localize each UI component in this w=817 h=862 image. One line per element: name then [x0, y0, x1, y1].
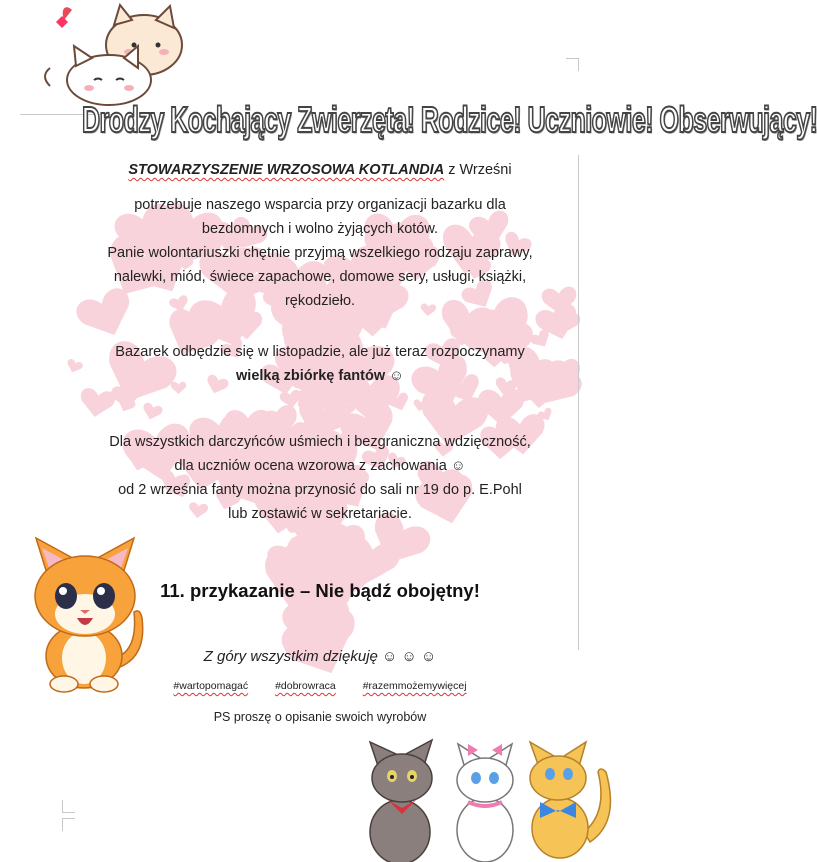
corner-mark-bottom-left-2 [62, 818, 75, 831]
intro-line [40, 158, 600, 182]
paragraph-donors [40, 430, 600, 526]
commandment-heading: 11. przykazanie – Nie bądź obojętny! [160, 580, 480, 601]
aristocats-trio-image [360, 722, 618, 862]
heart-shape [140, 402, 163, 422]
paragraph-line: bezdomnych i wolno żyjących kotów. [201, 221, 439, 237]
corner-mark-bottom-left [62, 800, 75, 813]
paragraph-line [40, 364, 600, 388]
heart-shape [78, 387, 117, 420]
organization-city: z Wrześni [444, 162, 512, 178]
ps-note: PS proszę o opisanie swoich wyrobów [213, 710, 427, 724]
orange-kitten-image [22, 518, 152, 693]
paragraph-line: od 2 września fanty można przynosić do sali nr 19 do p. E.Pohl [118, 482, 522, 498]
paragraph-line: lub zostawić w sekretariacie. [228, 506, 412, 522]
paragraph-line: potrzebuje naszego wsparcia przy organizacji bazarku dla [134, 197, 506, 213]
corner-mark-top-right [566, 58, 579, 71]
paragraph-line: Dla wszystkich darczyńców uśmiech i bezgraniczna wdzięczność, [109, 434, 531, 450]
hashtags-line [150, 680, 490, 692]
paragraph-line: Panie wolontariuszki chętnie przyjmą wszelkiego rodzaju zaprawy, [107, 245, 533, 261]
thanks-line: Z góry wszystkim dziękuję ☺ ☺ ☺ [203, 648, 437, 665]
page-title: Drodzy Kochający Zwierzęta! Rodzice! Uczniowie! Obserwujący! [82, 100, 817, 141]
hashtag: #dobrowraca [275, 680, 336, 692]
paragraph-bazaar [40, 340, 600, 388]
paragraph-line: rękodzieło. [284, 293, 356, 309]
hashtag: #razemmożemywięcej [362, 680, 467, 692]
paragraph-line: dla uczniów ocena wzorowa z zachowania ☺ [174, 458, 466, 474]
organization-name: STOWARZYSZENIE WRZOSOWA KOTLANDIA [128, 162, 445, 178]
smiley-icon: ☺ [385, 368, 404, 384]
paragraph-support [40, 193, 600, 313]
kittens-top-left-image [34, 0, 184, 112]
paragraph-line: Bazarek odbędzie się w listopadzie, ale już teraz rozpoczynamy [115, 344, 525, 360]
hashtag: #wartopomagać [173, 680, 249, 692]
collection-highlight: wielką zbiórkę fantów [236, 368, 386, 384]
paragraph-line: nalewki, miód, świece zapachowe, domowe sery, usługi, książki, [113, 269, 527, 285]
